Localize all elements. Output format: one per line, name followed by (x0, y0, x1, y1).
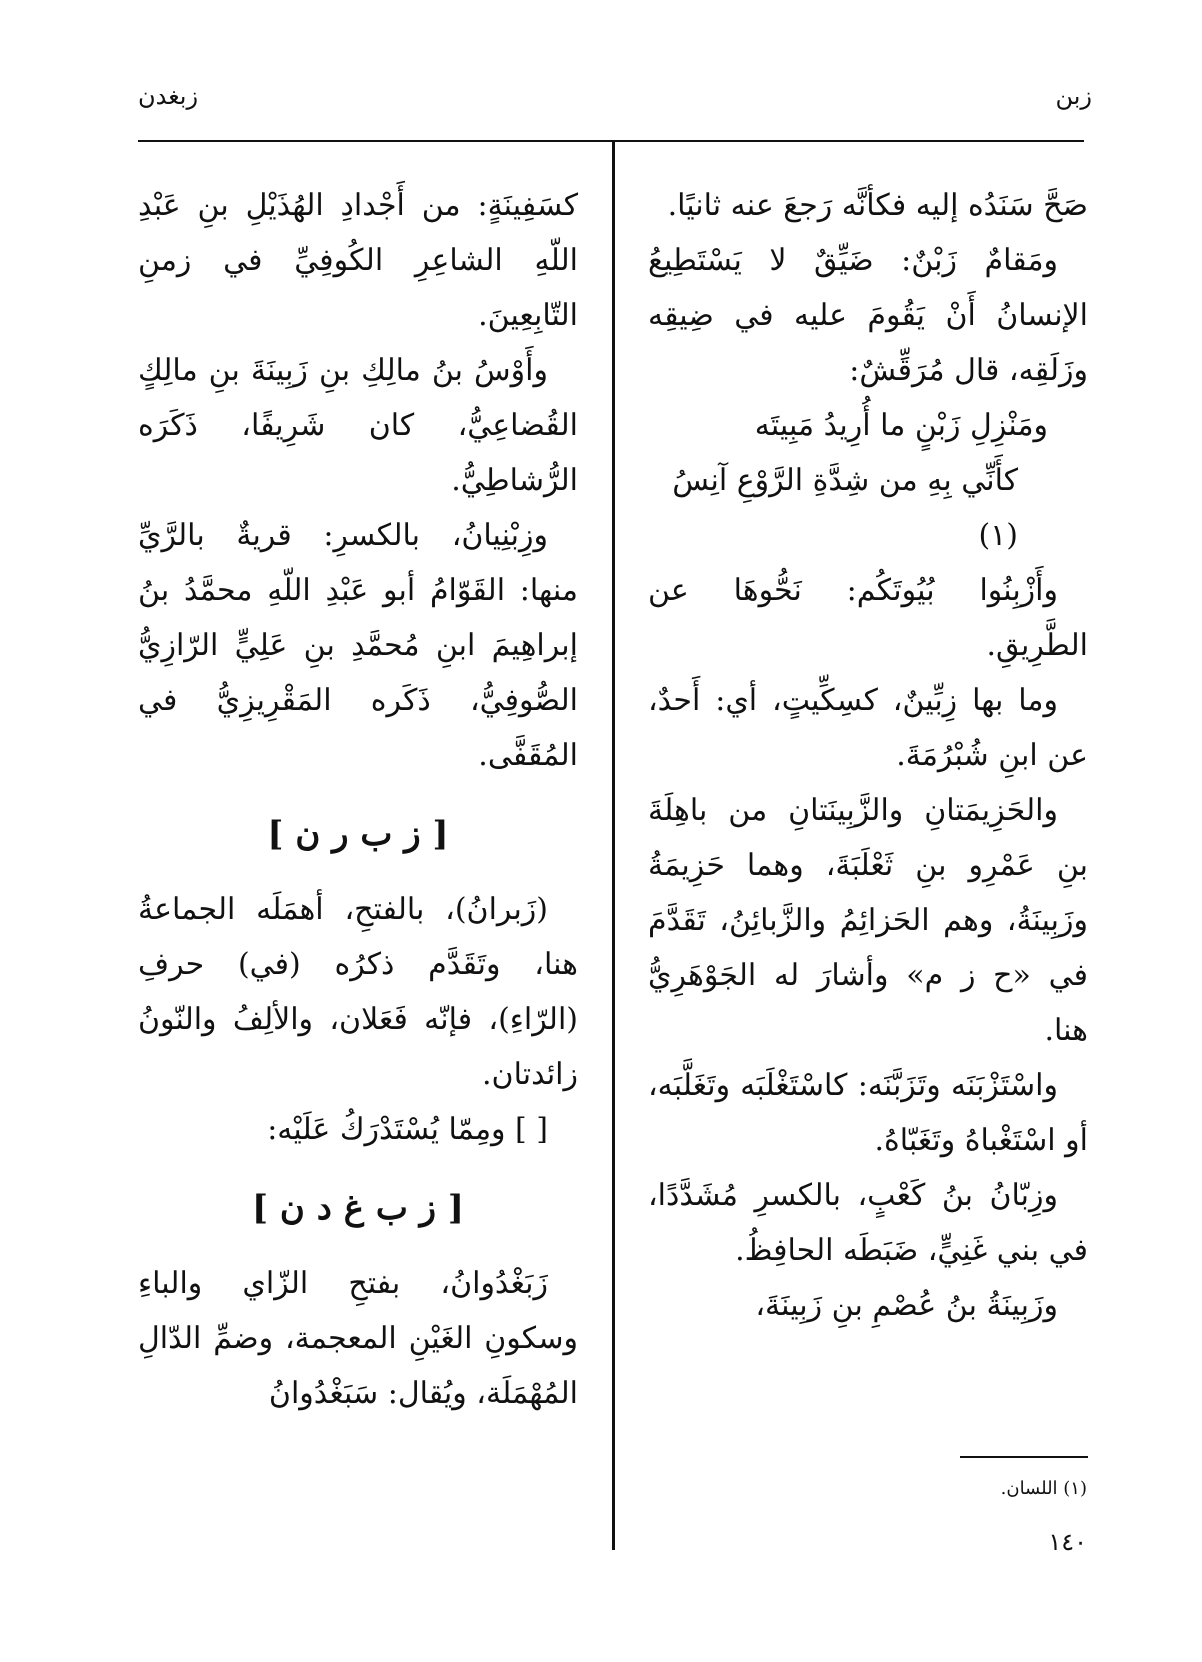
verse-line: كأَنِّي بِهِ من شِدَّةِ الرَّوْعِ آنِسُ (١) (672, 463, 1018, 553)
paragraph: ومَقامٌ زَبْنٌ: ضَيِّقٌ لا يَسْتَطِيعُ الإنسانُ أَنْ يَقُومَ عليه في ضِيقِه وزَلَقِه، قال مُرَقِّشٌ: (648, 243, 1088, 388)
paragraph: واسْتَزْبَنَه وتَزَبَّنَه: كاسْتَغْلَبَه وتَغَلَّبَه، أو اسْتَغْباهُ وتَغَبّاهُ. (648, 1068, 1088, 1158)
verse-line: ومَنْزِلِ زَبْنٍ ما أُرِيدُ مَبِيتَه (754, 408, 1048, 443)
paragraph: وأَوْسُ بنُ مالِكِ بنِ زَبِينَةَ بنِ مالِكٍ القُضاعِيُّ، كان شَرِيفًا، ذَكَرَه الرُّشاطِيُّ. (138, 353, 578, 498)
paragraph: زَبَغْدُوانُ، بفتحِ الزّاي والباءِ وسكونِ الغَيْنِ المعجمة، وضمِّ الدّالِ المُهْمَلَة، ويُقال: سَبَغْدُوانُ (138, 1266, 578, 1411)
column-divider (612, 140, 615, 1550)
paragraph: وزَبِينَةُ بنُ عُصْمِ بنِ زَبِينَةَ، (755, 1288, 1058, 1323)
right-column (648, 178, 1088, 1333)
paragraph: صَحَّ سَنَدُه إليه فكأنَّه رَجعَ عنه ثانيًا. (667, 188, 1088, 223)
page-number: ١٤٠ (1048, 1528, 1087, 1556)
paragraph: [ ] ومِمّا يُسْتَدْرَكُ عَلَيْه: (267, 1112, 548, 1147)
paragraph: كسَفِينَةٍ: من أَجْدادِ الهُذَيْلِ بنِ عَبْدِ اللّهِ الشاعِرِ الكُوفِيِّ في زمنِ التّابِعِينَ. (138, 188, 578, 333)
header-right-word: زبن (1055, 82, 1092, 110)
paragraph: والحَزِيمَتانِ والزَّبِينَتانِ من باهِلَةَ بنِ عَمْرِو بنِ ثَعْلَبَةَ، وهما حَزِيمَةُ وزَبِينَةُ، وهم الحَزائِمُ والزَّبائِنُ، تَقَدَّمَ في «ح ز م» وأشارَ له الجَوْهَرِيُّ هنا. (648, 793, 1088, 1048)
paragraph: وزِبّانُ بنُ كَعْبٍ، بالكسرِ مُشَدَّدًا، في بني غَنِيٍّ، ضَبَطَه الحافِظُ. (648, 1178, 1088, 1268)
paragraph: وزِبْنِيانُ، بالكسرِ: قريةٌ بالرَّيِّ منها: القَوّامُ أبو عَبْدِ اللّهِ محمَّدُ بنُ إبراهِيمَ ابنِ مُحمَّدِ بنِ عَلِيٍّ الرّازِيُّ الصُّوفِيُّ، ذَكَره المَقْرِيزِيُّ في المُقَفَّى. (138, 518, 578, 773)
left-column (138, 178, 578, 1421)
paragraph: وأَزْبِنُوا بُيُوتَكُم: نَحُّوهَا عن الطَّرِيقِ. (648, 573, 1088, 663)
footnote-rule (960, 1456, 1088, 1458)
footnote: (١) اللسان. (1000, 1478, 1087, 1499)
paragraph: (زَبرانُ)، بالفتحِ، أهمَلَه الجماعةُ هنا، وتَقَدَّم ذكرُه (في) حرفِ (الرّاءِ)، فإنّه فَعَلان، والألِفُ والنّونُ زائدتان. (138, 892, 578, 1092)
entry-heading: [ ز ب غ د ن ] (251, 1188, 465, 1228)
header-left-word: زبغدن (138, 82, 199, 110)
paragraph: وما بها زِبِّينٌ، كسِكِّيتٍ، أي: أَحدٌ، عن ابنِ شُبْرُمَةَ. (648, 683, 1088, 773)
entry-heading: [ ز ب ر ن ] (267, 814, 449, 854)
header-rule (138, 140, 1084, 142)
